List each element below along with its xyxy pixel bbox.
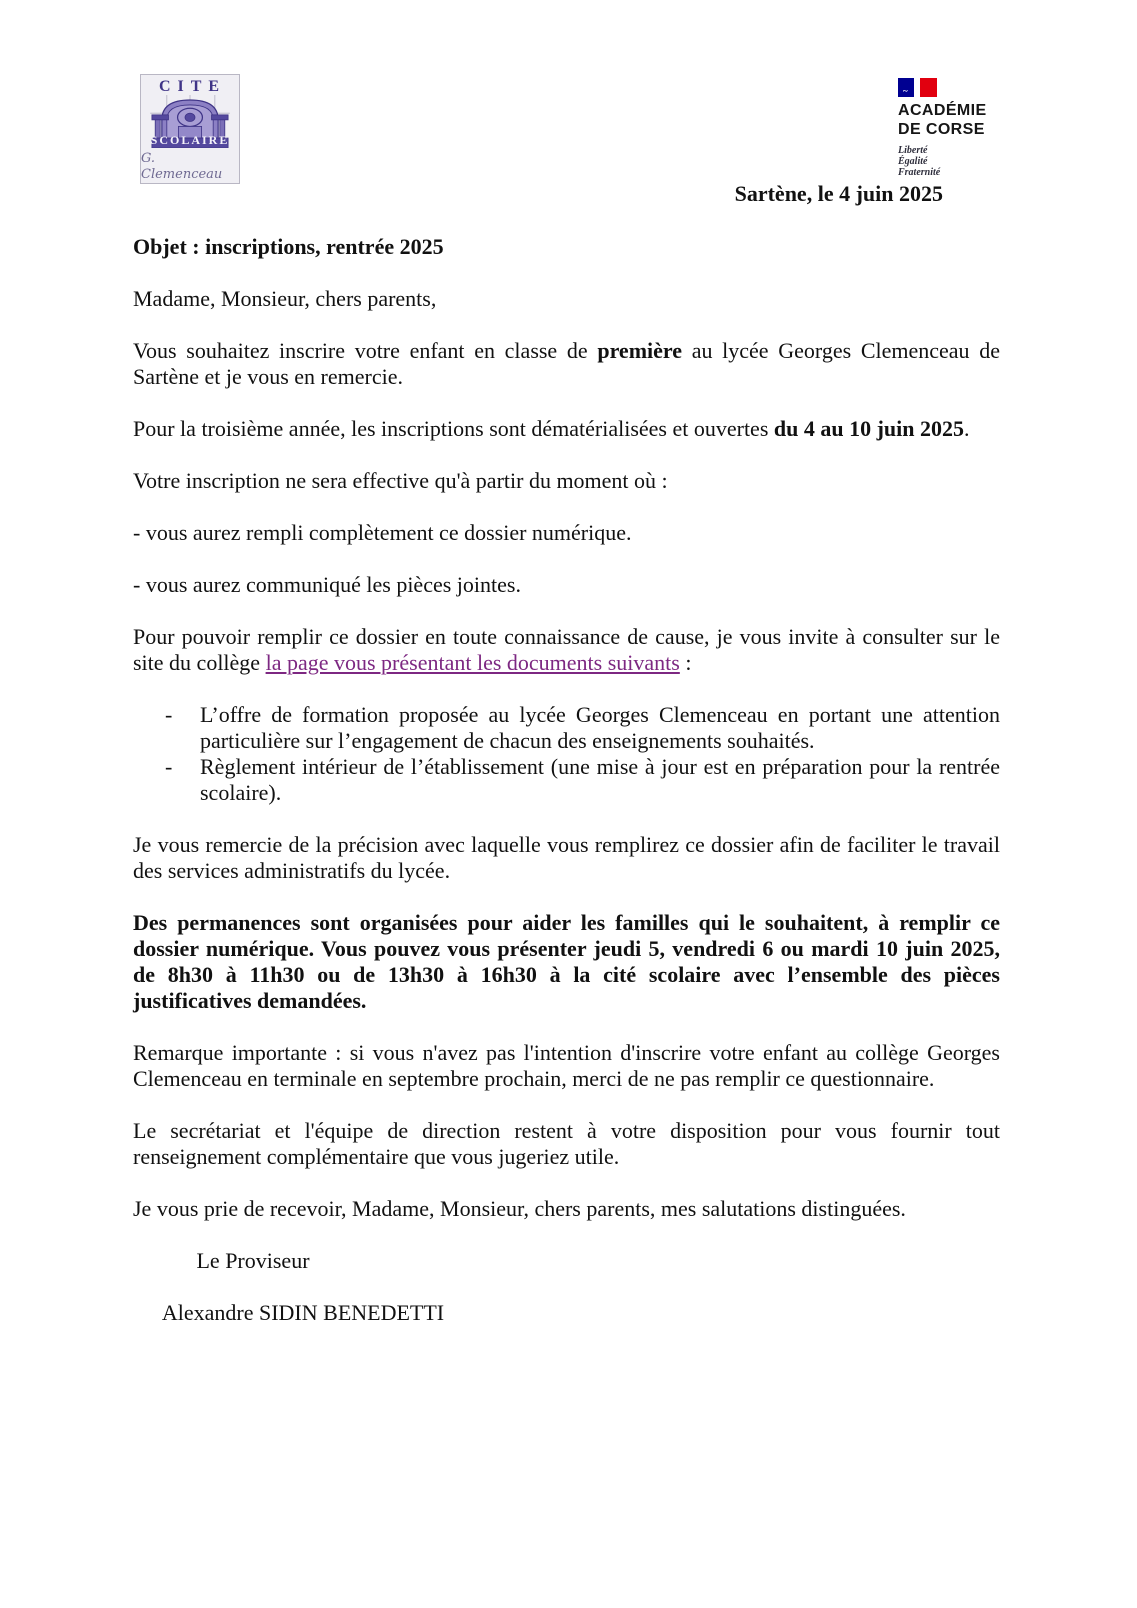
text-run: au lycée Georges Clemenceau de Sartène et je vous en remercie.	[133, 338, 1000, 389]
list-item	[133, 754, 1000, 806]
signature-name: Alexandre SIDIN BENEDETTI	[161, 1300, 445, 1325]
condition-pieces: - vous aurez communiqué les pièces jointes.	[133, 572, 521, 597]
motto-line3: Fraternité	[898, 167, 941, 178]
motto-line1: Liberté	[898, 145, 928, 156]
cite-scolaire-logo	[140, 74, 240, 184]
motto-line2: Égalité	[898, 156, 928, 167]
paragraph-thanks: Je vous remercie de la précision avec laquelle vous remplirez ce dossier afin de faciliter le travail des services administratifs du lycée.	[133, 832, 1000, 883]
marianne-icon: ~	[903, 86, 908, 96]
letter-body	[133, 234, 1000, 1326]
text-run: Pour la troisième année, les inscriptions sont dématérialisées et ouvertes	[133, 416, 774, 441]
text-run-bold: du 4 au 10 juin 2025	[773, 416, 965, 441]
motto	[898, 145, 1018, 178]
bullet-text: L’offre de formation proposée au lycée Georges Clemenceau en portant une attention particulière sur l’engagement de chacun des enseignements souhaités.	[200, 702, 1000, 753]
paragraph-dates	[133, 416, 1000, 442]
paragraph-consult	[133, 624, 1000, 676]
academie-name-line1: ACADÉMIE	[898, 102, 987, 119]
date-line: Sartène, le 4 juin 2025	[734, 181, 943, 206]
condition-dossier: - vous aurez rempli complètement ce dossier numérique.	[133, 520, 632, 545]
paragraph-permanences: Des permanences sont organisées pour aider les familles qui le souhaitent, à remplir ce dossier numérique. Vous pouvez vous présenter jeudi 5, vendredi 6 ou mardi 10 juin 2025, de 8h30 à 11h30 ou de 13h30 à 16h30 à la cité scolaire avec l’ensemble des pièces justificatives demandées.	[133, 910, 1000, 1013]
text-run: Vous souhaitez inscrire votre enfant en classe de	[133, 338, 598, 363]
logo-cite-text: CITE	[158, 78, 227, 95]
logo-clemenceau-text: G. Clemenceau	[141, 151, 223, 182]
bullet-dash: -	[165, 702, 173, 727]
list-item	[133, 702, 1000, 754]
academie-name-line2: DE CORSE	[898, 121, 985, 138]
bullet-dash: -	[165, 754, 173, 779]
paragraph-secretariat: Le secrétariat et l'équipe de direction restent à votre disposition pour vous fournir tout renseignement complémentaire que vous jugeriez utile.	[133, 1118, 1000, 1169]
text-run-bold: première	[597, 338, 683, 363]
academie-de-corse-logo	[898, 78, 1018, 178]
bullet-text: Règlement intérieur de l’établissement (une mise à jour est en préparation pour la rentrée scolaire).	[200, 754, 1000, 805]
bullet-list	[133, 702, 1000, 806]
signature-title: Le Proviseur	[196, 1248, 310, 1273]
text-run: Pour pouvoir remplir ce dossier en toute connaissance de cause, je vous invite à consulter sur le site du collège	[133, 624, 1000, 675]
paragraph-remark: Remarque importante : si vous n'avez pas l'intention d'inscrire votre enfant au collège Georges Clemenceau en terminale en septembre prochain, merci de ne pas remplir ce questionnaire.	[133, 1040, 1000, 1091]
text-run: .	[964, 416, 970, 441]
french-flag-icon	[898, 78, 937, 97]
text-run: :	[679, 650, 692, 675]
paragraph-enroll	[133, 338, 1000, 390]
documents-page-link[interactable]: la page vous présentant les documents suivants	[265, 650, 680, 675]
subject-line: Objet : inscriptions, rentrée 2025	[133, 234, 444, 259]
paragraph-effective: Votre inscription ne sera effective qu'à partir du moment où :	[133, 468, 668, 493]
paragraph-closing: Je vous prie de recevoir, Madame, Monsieur, chers parents, mes salutations distinguées.	[133, 1196, 906, 1221]
logo-scolaire-text: SCOLAIRE	[150, 133, 230, 147]
salutation: Madame, Monsieur, chers parents,	[133, 286, 437, 311]
